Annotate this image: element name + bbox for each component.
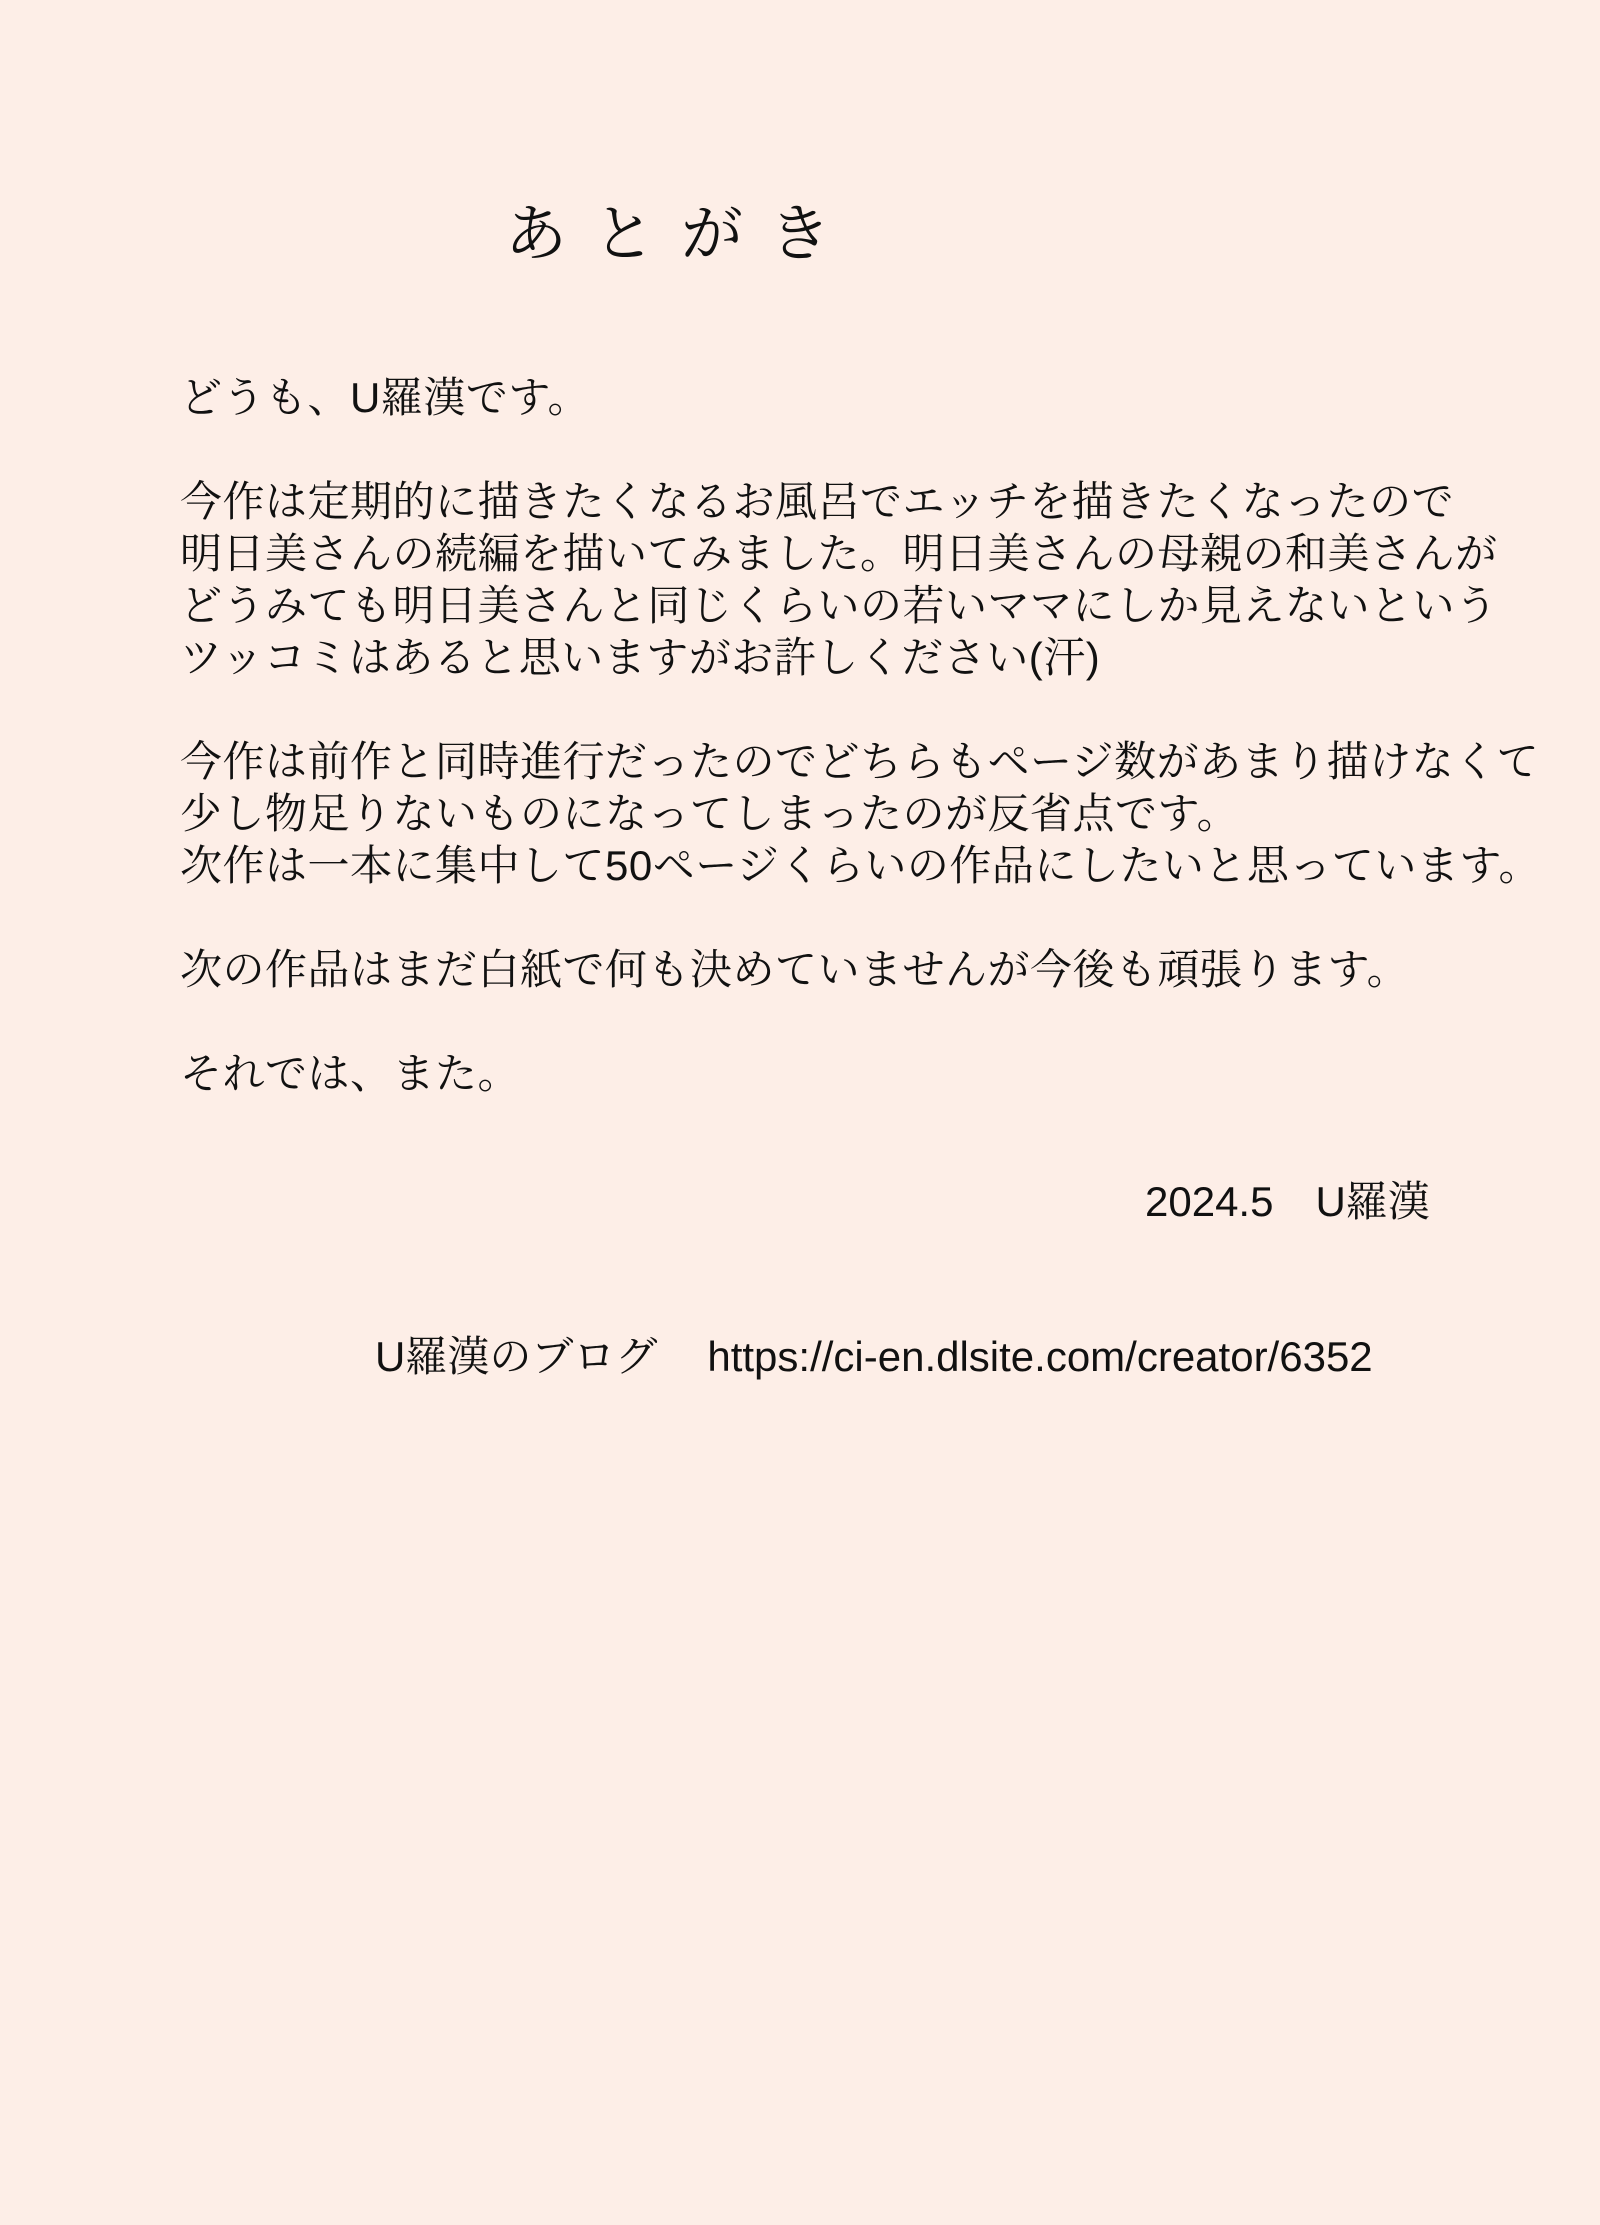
afterword-paragraph-reflection bbox=[180, 736, 1542, 892]
afterword-body bbox=[180, 372, 1542, 1100]
afterword-paragraph-concept bbox=[180, 476, 1498, 684]
afterword-line: 少し物足りないものになってしまったのが反省点です。 bbox=[180, 790, 1240, 837]
page-title: あとがき bbox=[505, 200, 858, 269]
afterword-line: どうみても明日美さんと同じくらいの若いママにしか見えないという bbox=[180, 582, 1498, 629]
afterword-line: 次作は一本に集中して50ページくらいの作品にしたいと思っています。 bbox=[180, 842, 1542, 889]
afterword-paragraph-greeting bbox=[180, 372, 1460, 424]
afterword-line: 明日美さんの続編を描いてみました。明日美さんの母親の和美さんが bbox=[180, 530, 1498, 577]
blog-label: U羅漢のブログ bbox=[375, 1333, 658, 1380]
afterword-line: 次の作品はまだ白紙で何も決めていませんが今後も頑張ります。 bbox=[180, 946, 1410, 993]
afterword-line: ツッコミはあると思いますがお許しください(汗) bbox=[180, 634, 1101, 681]
afterword-line: 今作は定期的に描きたくなるお風呂でエッチを描きたくなったので bbox=[180, 478, 1455, 525]
blog-url: https://ci-en.dlsite.com/creator/6352 bbox=[707, 1333, 1373, 1380]
afterword-paragraph-next-work bbox=[180, 944, 1460, 996]
signature-line: 2024.5 U羅漢 bbox=[1145, 1178, 1430, 1225]
afterword-line: それでは、また。 bbox=[180, 1050, 521, 1097]
afterword-line: 今作は前作と同時進行だったのでどちらもページ数があまり描けなくて bbox=[180, 738, 1540, 785]
blog-row bbox=[375, 1331, 1373, 1383]
afterword-paragraph-farewell bbox=[180, 1048, 1460, 1100]
afterword-line: どうも、U羅漢です。 bbox=[180, 374, 590, 421]
